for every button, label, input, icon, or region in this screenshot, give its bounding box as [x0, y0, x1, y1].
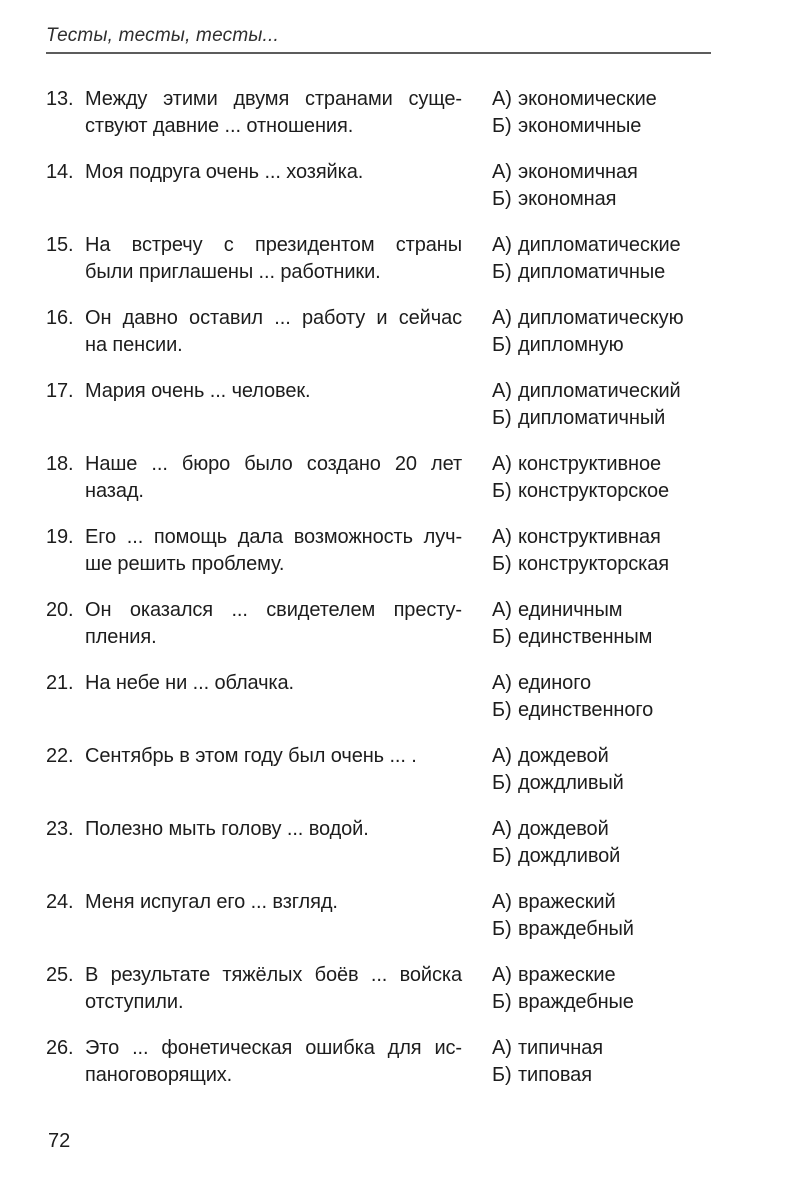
question-text-line: были приглашены ... работники.: [85, 261, 381, 283]
question-number: 18.: [46, 453, 74, 475]
option-label: А): [492, 745, 512, 767]
option-text: конструктивное: [518, 453, 662, 475]
option-text: единичным: [518, 599, 623, 621]
option-row: [492, 962, 634, 989]
question-text-line: Между этими двумя странами суще-: [85, 88, 462, 110]
option-row: [492, 989, 634, 1016]
question-row: [46, 232, 808, 286]
question-row: [46, 86, 808, 140]
option-text: враждебные: [518, 991, 634, 1013]
option-text: дипломатическую: [518, 307, 684, 329]
option-row: [492, 305, 683, 332]
option-row: [492, 113, 657, 140]
question-row: [46, 378, 808, 432]
option-row: [492, 1035, 603, 1062]
option-row: [492, 916, 634, 943]
option-label: А): [492, 526, 512, 548]
questions-list: [46, 86, 808, 1089]
question-text-line: ствуют давние ... отношения.: [85, 115, 354, 137]
option-text: экономичные: [518, 115, 642, 137]
question-text-line: на пенсии.: [85, 334, 183, 356]
option-text: конструкторская: [518, 553, 670, 575]
question-row: [46, 816, 808, 870]
question-text-line: Он оказался ... свидетелем престу-: [85, 599, 462, 621]
option-label: А): [492, 1037, 512, 1059]
option-text: враждебный: [518, 918, 634, 940]
question-text-line: Моя подруга очень ... хозяйка.: [85, 161, 364, 183]
option-row: [492, 770, 624, 797]
options: [492, 670, 653, 724]
question-text: [85, 889, 462, 916]
question-row: [46, 305, 808, 359]
option-row: [492, 86, 657, 113]
option-text: экономная: [518, 188, 617, 210]
options: [492, 524, 669, 578]
book-page: [0, 26, 808, 1189]
option-text: вражеский: [518, 891, 616, 913]
option-label: Б): [492, 699, 512, 721]
option-text: дипломатичный: [518, 407, 666, 429]
question-text-line: Полезно мыть голову ... водой.: [85, 818, 369, 840]
options: [492, 378, 681, 432]
option-text: дипломную: [518, 334, 624, 356]
question-row: [46, 670, 808, 724]
question-row: [46, 524, 808, 578]
option-text: экономичная: [518, 161, 638, 183]
option-text: дипломатичные: [518, 261, 666, 283]
options: [492, 962, 634, 1016]
option-row: [492, 843, 620, 870]
option-text: дождевой: [518, 818, 609, 840]
option-label: А): [492, 818, 512, 840]
option-label: А): [492, 964, 512, 986]
question-text-line: В результате тяжёлых боёв ... войска: [85, 964, 462, 986]
option-text: единственным: [518, 626, 653, 648]
options: [492, 232, 681, 286]
options: [492, 159, 638, 213]
options: [492, 889, 634, 943]
page-number: 72: [48, 1130, 71, 1152]
question-number: 13.: [46, 88, 74, 110]
option-text: дождливый: [518, 772, 624, 794]
question-text-line: На небе ни ... облачка.: [85, 672, 294, 694]
question-text-line: пления.: [85, 626, 157, 648]
option-label: Б): [492, 1064, 512, 1086]
question-text: [85, 816, 462, 843]
option-label: Б): [492, 261, 512, 283]
option-text: единственного: [518, 699, 654, 721]
option-label: Б): [492, 407, 512, 429]
option-text: экономические: [518, 88, 657, 110]
option-label: Б): [492, 918, 512, 940]
question-text: [85, 1035, 462, 1089]
option-row: [492, 186, 638, 213]
question-row: [46, 159, 808, 213]
question-text: [85, 524, 462, 578]
option-row: [492, 1062, 603, 1089]
option-label: А): [492, 672, 512, 694]
option-row: [492, 743, 624, 770]
option-row: [492, 524, 669, 551]
option-label: А): [492, 891, 512, 913]
question-number: 23.: [46, 818, 74, 840]
question-number: 26.: [46, 1037, 74, 1059]
option-row: [492, 551, 669, 578]
question-number: 19.: [46, 526, 74, 548]
option-text: дипломатические: [518, 234, 681, 256]
option-label: А): [492, 234, 512, 256]
question-text-line: ше решить проблему.: [85, 553, 285, 575]
option-text: конструктивная: [518, 526, 661, 548]
option-text: единого: [518, 672, 591, 694]
option-row: [492, 816, 620, 843]
options: [492, 597, 652, 651]
options: [492, 743, 624, 797]
question-row: [46, 889, 808, 943]
question-row: [46, 962, 808, 1016]
option-text: типичная: [518, 1037, 603, 1059]
option-label: А): [492, 161, 512, 183]
question-text-line: Сентябрь в этом году был очень ... .: [85, 745, 417, 767]
option-text: типовая: [518, 1064, 592, 1086]
question-text-line: На встречу с президентом страны: [85, 234, 462, 256]
option-text: дождливой: [518, 845, 621, 867]
option-row: [492, 451, 669, 478]
options: [492, 86, 657, 140]
option-row: [492, 478, 669, 505]
question-text: [85, 670, 462, 697]
option-row: [492, 259, 681, 286]
option-text: дождевой: [518, 745, 609, 767]
question-row: [46, 1035, 808, 1089]
option-label: А): [492, 380, 512, 402]
question-text: [85, 378, 462, 405]
option-label: Б): [492, 115, 512, 137]
question-text-line: Это ... фонетическая ошибка для ис-: [85, 1037, 462, 1059]
question-number: 24.: [46, 891, 74, 913]
option-label: Б): [492, 480, 512, 502]
option-label: Б): [492, 553, 512, 575]
option-row: [492, 159, 638, 186]
option-label: А): [492, 307, 512, 329]
question-row: [46, 743, 808, 797]
page-header: [46, 26, 711, 54]
question-number: 14.: [46, 161, 74, 183]
question-number: 16.: [46, 307, 74, 329]
question-number: 15.: [46, 234, 74, 256]
question-text: [85, 86, 462, 140]
question-row: [46, 451, 808, 505]
option-row: [492, 624, 652, 651]
option-label: Б): [492, 845, 512, 867]
option-row: [492, 597, 652, 624]
question-text-line: Меня испугал его ... взгляд.: [85, 891, 338, 913]
question-number: 25.: [46, 964, 74, 986]
option-label: Б): [492, 334, 512, 356]
question-text-line: Он давно оставил ... работу и сейчас: [85, 307, 462, 329]
question-text: [85, 305, 462, 359]
question-text: [85, 232, 462, 286]
question-text: [85, 159, 462, 186]
question-number: 21.: [46, 672, 74, 694]
option-label: А): [492, 599, 512, 621]
option-row: [492, 378, 681, 405]
option-label: Б): [492, 626, 512, 648]
question-text: [85, 962, 462, 1016]
question-text-line: назад.: [85, 480, 144, 502]
option-text: вражеские: [518, 964, 616, 986]
option-label: Б): [492, 991, 512, 1013]
question-text-line: паноговорящих.: [85, 1064, 233, 1086]
option-text: конструкторское: [518, 480, 670, 502]
option-label: А): [492, 453, 512, 475]
option-row: [492, 332, 683, 359]
option-row: [492, 670, 653, 697]
option-label: А): [492, 88, 512, 110]
question-text: [85, 451, 462, 505]
option-row: [492, 232, 681, 259]
option-text: дипломатический: [518, 380, 681, 402]
options: [492, 451, 669, 505]
option-row: [492, 405, 681, 432]
question-text-line: отступили.: [85, 991, 184, 1013]
options: [492, 1035, 603, 1089]
question-number: 20.: [46, 599, 74, 621]
question-text: [85, 597, 462, 651]
question-number: 22.: [46, 745, 74, 767]
option-row: [492, 889, 634, 916]
options: [492, 305, 683, 359]
option-row: [492, 697, 653, 724]
question-number: 17.: [46, 380, 74, 402]
question-text: [85, 743, 462, 770]
question-text-line: Наше ... бюро было создано 20 лет: [85, 453, 462, 475]
running-head-title: Тесты, тесты, тесты...: [46, 25, 279, 46]
question-text-line: Его ... помощь дала возможность луч-: [85, 526, 462, 548]
option-label: Б): [492, 772, 512, 794]
options: [492, 816, 620, 870]
question-row: [46, 597, 808, 651]
question-text-line: Мария очень ... человек.: [85, 380, 311, 402]
option-label: Б): [492, 188, 512, 210]
